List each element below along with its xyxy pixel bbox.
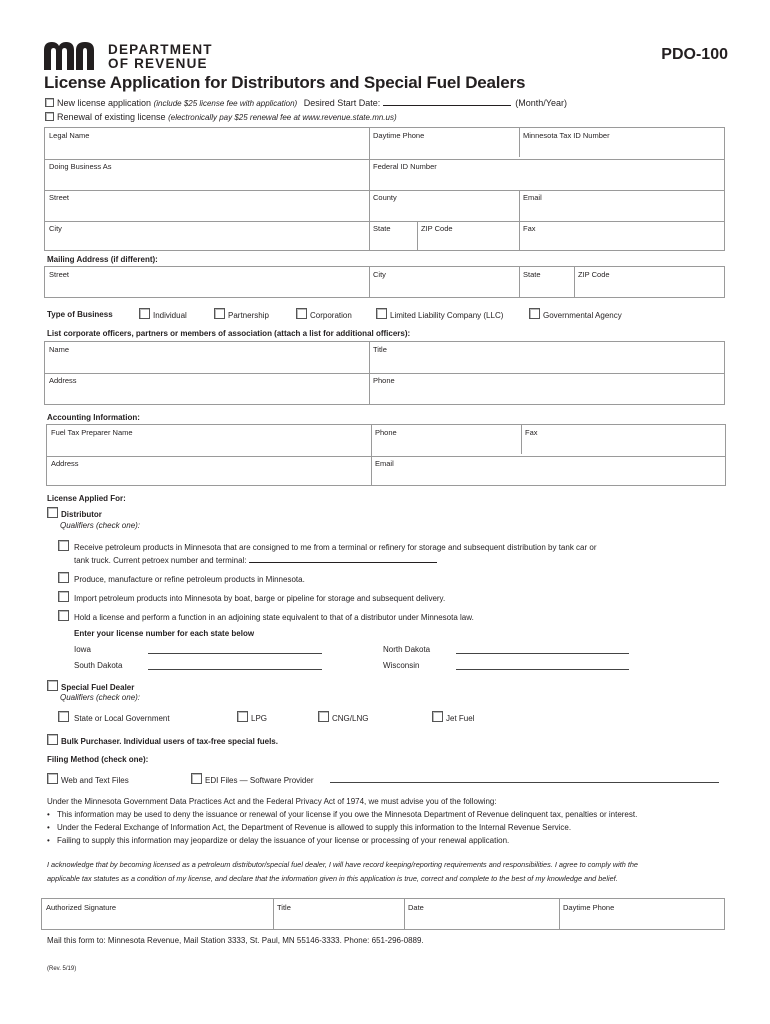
county-field[interactable]: County xyxy=(373,193,397,202)
special-fuel-option[interactable]: Special Fuel Dealer xyxy=(47,680,134,692)
qualifier-import: Import petroleum products into Minnesota by boat, barge or pipeline for storage and subsequent delivery. xyxy=(58,591,445,603)
email-field[interactable]: Email xyxy=(523,193,542,202)
mn-revenue-logo xyxy=(44,40,102,70)
accounting-email-field[interactable]: Email xyxy=(375,459,394,468)
business-info-table xyxy=(44,127,725,251)
state-field[interactable]: State xyxy=(373,224,391,233)
software-provider-field[interactable] xyxy=(330,782,719,783)
qualifier-produce-checkbox[interactable] xyxy=(58,572,69,583)
mailing-street-field[interactable]: Street xyxy=(49,270,70,279)
filing-web-option[interactable]: Web and Text Files xyxy=(47,773,129,785)
legal-name-field[interactable]: Legal Name xyxy=(49,131,90,140)
new-license-option: New license application (include $25 license fee with application) Desired Start Date: (Month/Year) xyxy=(45,97,567,108)
mailing-state-field[interactable]: State xyxy=(523,270,541,279)
form-title: License Application for Distributors and Special Fuel Dealers xyxy=(44,73,526,92)
qualifier-receive: Receive petroleum products in Minnesota that are consigned to me from a terminal or refinery for storage and subsequent distribution by tank car or xyxy=(58,540,597,552)
authorized-signature-field[interactable]: Authorized Signature xyxy=(46,903,117,912)
mailing-table xyxy=(44,266,725,298)
wisconsin-license-field[interactable] xyxy=(456,669,629,670)
accounting-fax-field[interactable]: Fax xyxy=(525,428,538,437)
accounting-table xyxy=(46,424,726,486)
business-type-label: Type of Business xyxy=(47,310,113,319)
signature-title-field[interactable]: Title xyxy=(277,903,291,912)
privacy-bullet-1: • This information may be used to deny the issuance or renewal of your license if you owe the Minnesota Department of Revenue delinquent tax, penalties or interest. xyxy=(47,810,638,819)
qualifier-produce: Produce, manufacture or refine petroleum products in Minnesota. xyxy=(58,572,305,584)
accounting-heading: Accounting Information: xyxy=(47,413,140,422)
business-type-government[interactable]: Governmental Agency xyxy=(529,308,622,320)
officer-address-field[interactable]: Address xyxy=(49,376,77,385)
zip-field[interactable]: ZIP Code xyxy=(421,224,453,233)
qualifier-import-checkbox[interactable] xyxy=(58,591,69,602)
qualifier-receive-checkbox[interactable] xyxy=(58,540,69,551)
petroex-field[interactable] xyxy=(249,554,437,563)
business-type-partnership[interactable]: Partnership xyxy=(214,308,269,320)
wisconsin-label: Wisconsin xyxy=(383,661,420,670)
mailing-heading: Mailing Address (if different): xyxy=(47,255,158,264)
mailing-zip-field[interactable]: ZIP Code xyxy=(578,270,610,279)
mailing-city-field[interactable]: City xyxy=(373,270,386,279)
officer-phone-field[interactable]: Phone xyxy=(373,376,395,385)
south-dakota-label: South Dakota xyxy=(74,661,123,670)
enter-states-label: Enter your license number for each state below xyxy=(74,629,255,638)
federal-id-field[interactable]: Federal ID Number xyxy=(373,162,437,171)
fax-field[interactable]: Fax xyxy=(523,224,536,233)
sf-jet-fuel-option[interactable]: Jet Fuel xyxy=(432,711,474,723)
north-dakota-license-field[interactable] xyxy=(456,653,629,654)
mail-to-instructions: Mail this form to: Minnesota Revenue, Mail Station 3333, St. Paul, MN 55146-3333. Phone: 651-296-0889. xyxy=(47,936,424,945)
officer-title-field[interactable]: Title xyxy=(373,345,387,354)
signature-table xyxy=(41,898,725,930)
officer-name-field[interactable]: Name xyxy=(49,345,70,354)
privacy-intro: Under the Minnesota Government Data Practices Act and the Federal Privacy Act of 1974, we must advise you of the following: xyxy=(47,797,497,806)
distributor-qualifiers: Qualifiers (check one): xyxy=(60,521,141,530)
filing-edi-option[interactable]: EDI Files — Software Provider xyxy=(191,773,313,785)
new-license-checkbox[interactable] xyxy=(45,98,54,107)
renewal-option: Renewal of existing license (electronically pay $25 renewal fee at www.revenue.state.mn.us) xyxy=(45,112,397,122)
iowa-license-field[interactable] xyxy=(148,653,322,654)
privacy-bullet-3: • Failing to supply this information may jeopardize or delay the issuance of your license or processing of your renewal application. xyxy=(47,836,510,845)
iowa-label: Iowa xyxy=(74,645,91,654)
business-type-individual[interactable]: Individual xyxy=(139,308,187,320)
license-heading: License Applied For: xyxy=(47,494,126,503)
dba-field[interactable]: Doing Business As xyxy=(49,162,112,171)
revision-date: (Rev. 5/19) xyxy=(47,966,77,972)
daytime-phone-field[interactable]: Daytime Phone xyxy=(373,131,425,140)
bulk-purchaser-option[interactable]: Bulk Purchaser. Individual users of tax-free special fuels. xyxy=(47,734,278,746)
qualifier-receive-line2: tank truck. Current petroex number and terminal: xyxy=(74,554,437,565)
north-dakota-label: North Dakota xyxy=(383,645,431,654)
distributor-option[interactable]: Distributor xyxy=(47,507,102,519)
officers-heading: List corporate officers, partners or members of association (attach a list for additional officers): xyxy=(47,329,411,338)
business-type-llc[interactable]: Limited Liability Company (LLC) xyxy=(376,308,503,320)
acknowledge-line-2: applicable tax statutes as a condition of my license, and declare that the information given in this application is true, correct and complete to the best of my knowledge and belief. xyxy=(47,874,618,883)
accounting-address-field[interactable]: Address xyxy=(51,459,79,468)
preparer-name-field[interactable]: Fuel Tax Preparer Name xyxy=(51,428,133,437)
sf-government-option[interactable]: State or Local Government xyxy=(58,711,170,723)
qualifier-adjoining: Hold a license and perform a function in an adjoining state equivalent to that of a distributor under Minnesota law. xyxy=(58,610,474,622)
sf-lpg-option[interactable]: LPG xyxy=(237,711,267,723)
mn-tax-id-field[interactable]: Minnesota Tax ID Number xyxy=(523,131,610,140)
special-fuel-qualifiers: Qualifiers (check one): xyxy=(60,693,141,702)
officers-table xyxy=(44,341,725,405)
filing-heading: Filing Method (check one): xyxy=(47,755,149,764)
city-field[interactable]: City xyxy=(49,224,62,233)
start-date-field[interactable] xyxy=(383,97,511,106)
qualifier-adjoining-checkbox[interactable] xyxy=(58,610,69,621)
signature-phone-field[interactable]: Daytime Phone xyxy=(563,903,615,912)
renewal-checkbox[interactable] xyxy=(45,112,54,121)
acknowledge-line-1: I acknowledge that by becoming licensed as a petroleum distributor/special fuel dealer, I will have record keeping/reporting requirements and responsibilities. I agree to comply with the xyxy=(47,860,638,869)
accounting-phone-field[interactable]: Phone xyxy=(375,428,397,437)
street-field[interactable]: Street xyxy=(49,193,70,202)
privacy-bullet-2: • Under the Federal Exchange of Information Act, the Department of Revenue is allowed to supply this information to the Internal Revenue Service. xyxy=(47,823,572,832)
business-type-corporation[interactable]: Corporation xyxy=(296,308,352,320)
signature-date-field[interactable]: Date xyxy=(408,903,424,912)
department-name: DEPARTMENT OF REVENUE xyxy=(108,42,213,71)
sf-cng-option[interactable]: CNG/LNG xyxy=(318,711,368,723)
south-dakota-license-field[interactable] xyxy=(148,669,322,670)
form-number: PDO-100 xyxy=(661,46,728,63)
